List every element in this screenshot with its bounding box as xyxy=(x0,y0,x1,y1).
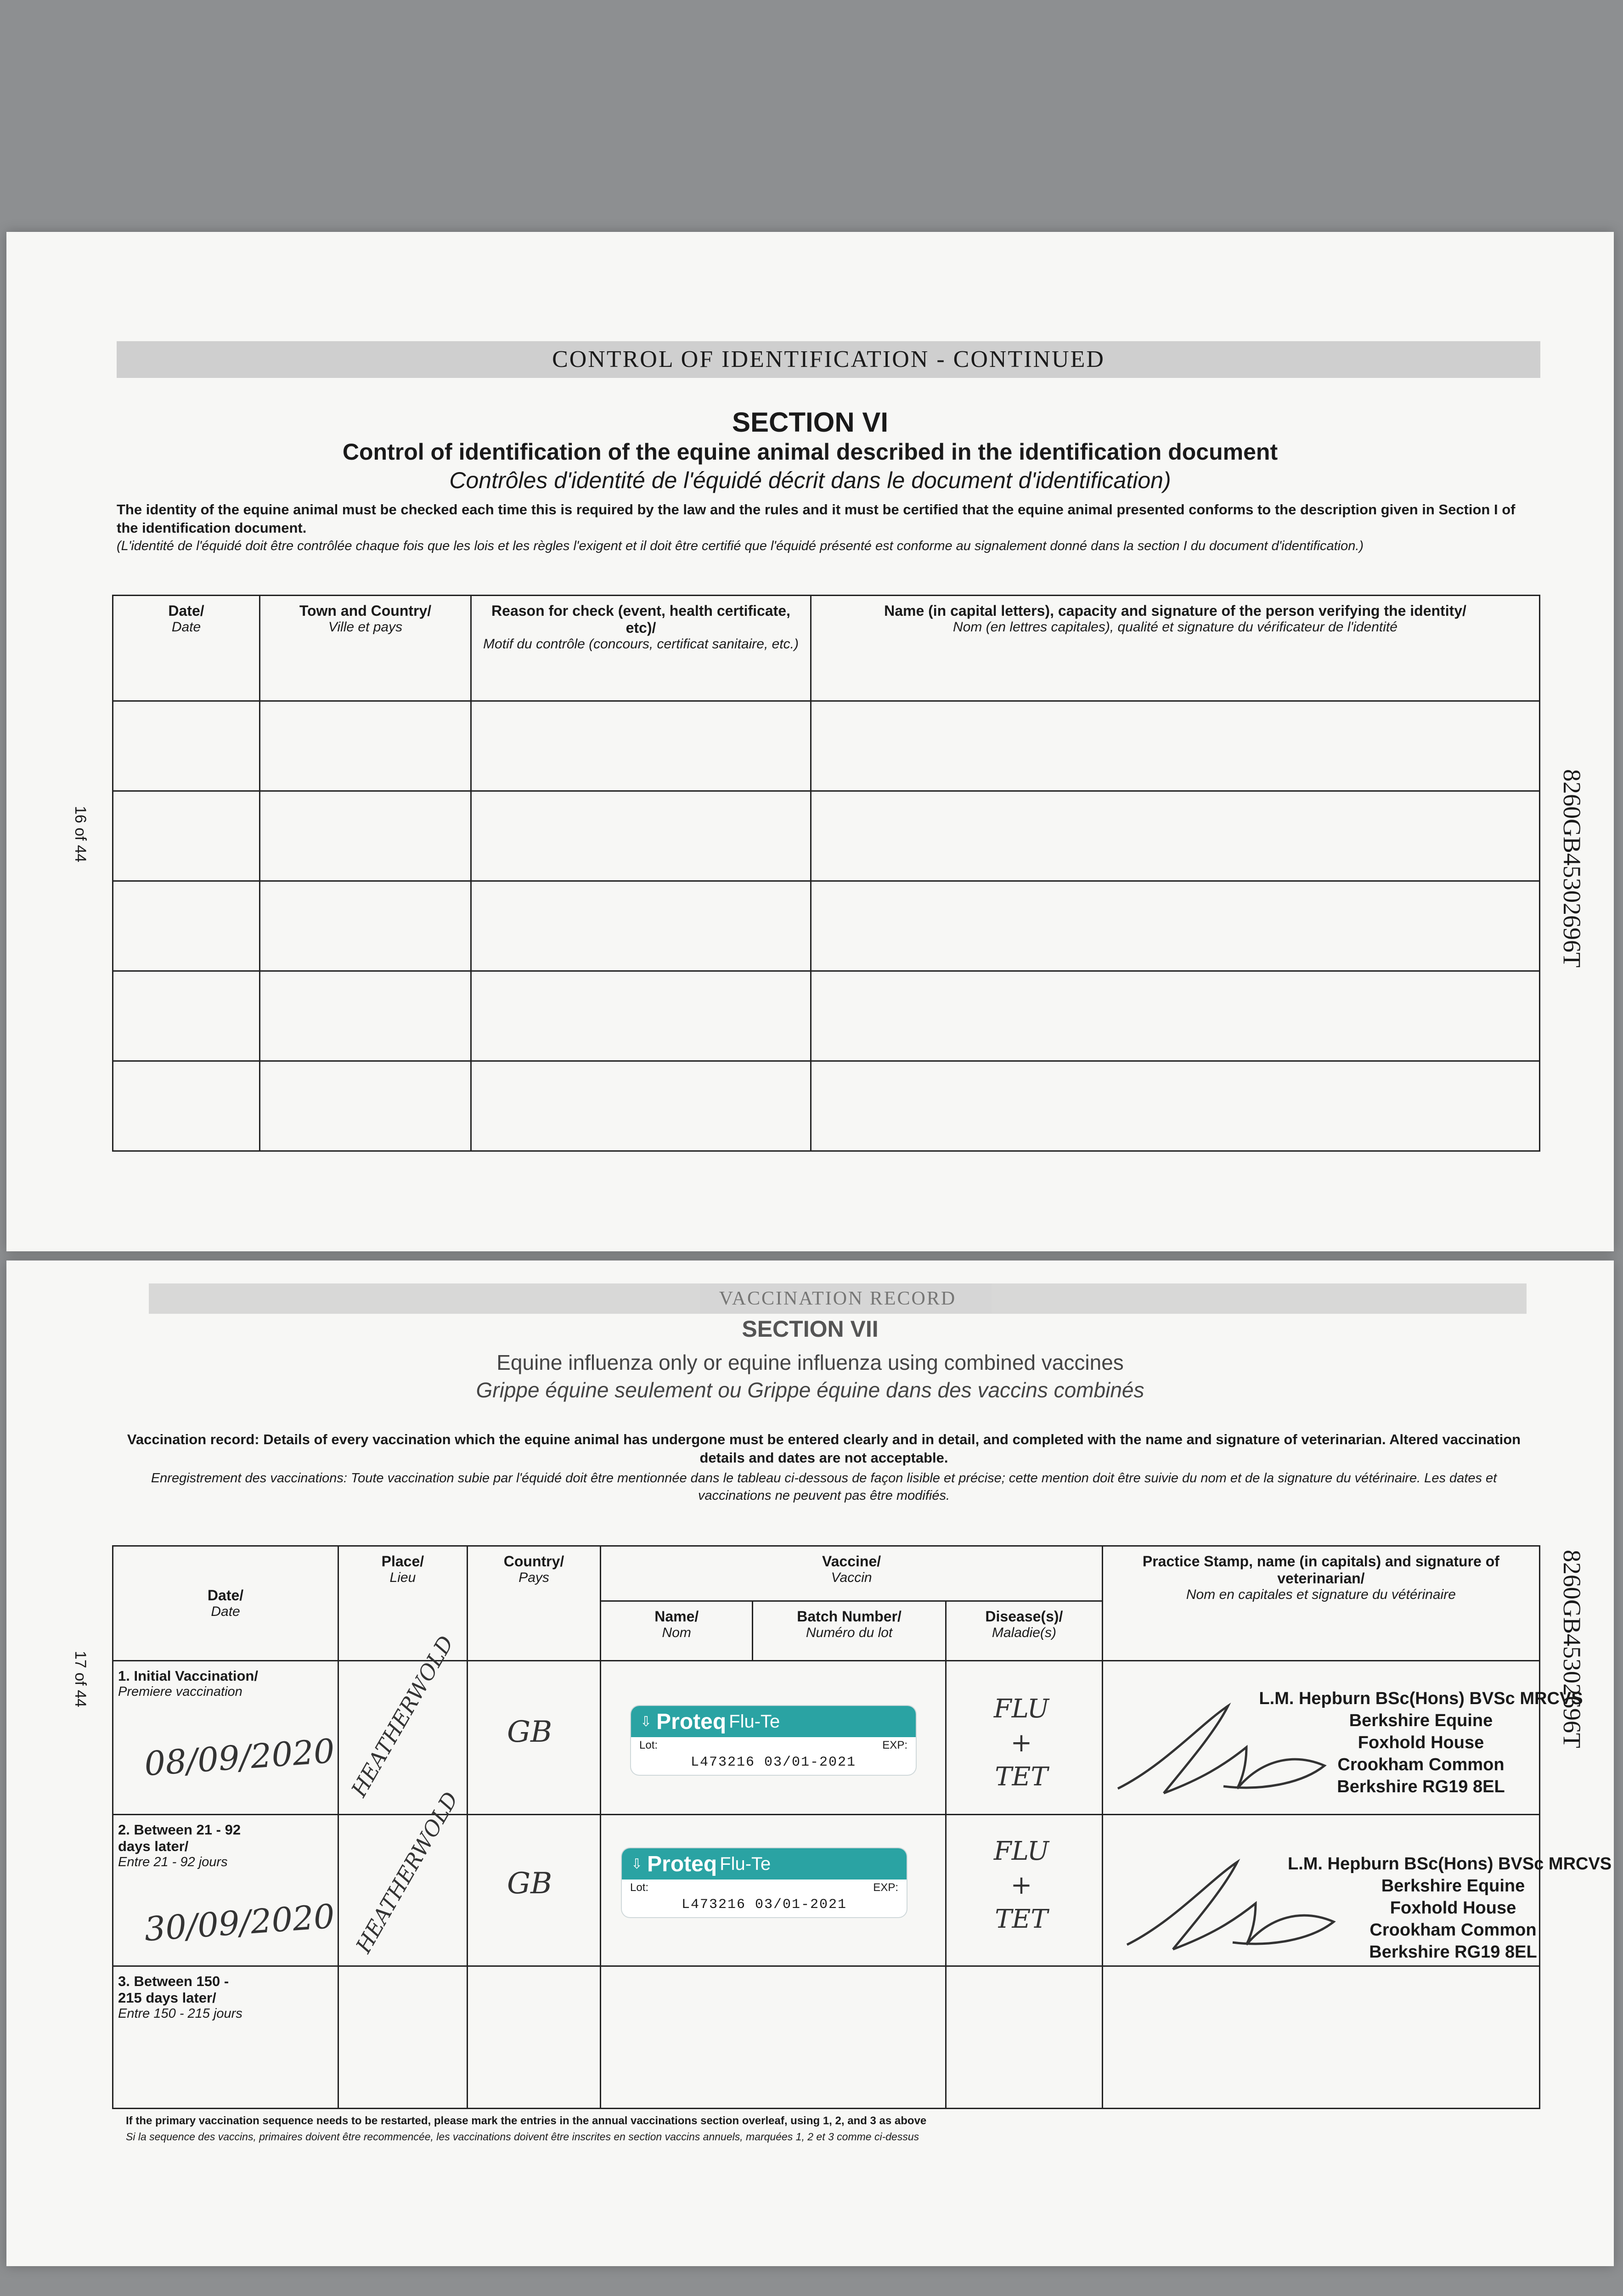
footnote-fr: Si la sequence des vaccins, primaires doivent être recommencée, les vaccinations doivent être inscrites en section vaccins annuels, marquées 1, 2 et 3 comme ci-dessus xyxy=(126,2131,919,2143)
stamp-line: L.M. Hepburn BSc(Hons) BVSc MRCVS xyxy=(1259,1689,1583,1708)
disease-line: + xyxy=(1010,1870,1032,1900)
stamp-line: Berkshire Equine xyxy=(1349,1711,1493,1730)
document-id: 8260GB45302696T xyxy=(1558,769,1586,968)
cell[interactable] xyxy=(260,791,471,881)
stamp-line: Berkshire RG19 8EL xyxy=(1337,1777,1505,1796)
col-date: Date/ xyxy=(207,1587,244,1604)
row-label-fr: Premiere vaccination xyxy=(118,1684,242,1699)
lot-label: Lot: xyxy=(630,1881,649,1894)
page-17 xyxy=(6,1261,1614,2266)
page-number: 16 of 44 xyxy=(72,806,89,862)
title-fr: Contrôles d'identité de l'équidé décrit dans le document d'identification) xyxy=(449,467,1171,493)
page-16 xyxy=(6,232,1614,1251)
record-en-label: Vaccination record: xyxy=(127,1431,259,1447)
stamp-line: Foxhold House xyxy=(1358,1733,1484,1752)
cell[interactable] xyxy=(113,971,260,1061)
cell[interactable] xyxy=(260,971,471,1061)
col-country: Country/ xyxy=(503,1553,564,1570)
cell[interactable] xyxy=(471,971,811,1061)
cell[interactable] xyxy=(113,1061,260,1151)
disease-line: TET xyxy=(995,1762,1048,1792)
col-date-fr: Date xyxy=(211,1604,240,1619)
record-en xyxy=(121,1430,1527,1467)
page-number: 17 of 44 xyxy=(72,1651,89,1707)
stamp-line: Berkshire Equine xyxy=(1381,1876,1525,1896)
cell[interactable] xyxy=(260,1061,471,1151)
lot-label: Lot: xyxy=(639,1739,658,1751)
handwritten-date-1: 08/09/2020 xyxy=(143,1731,336,1784)
cell-date[interactable] xyxy=(113,1966,338,2109)
cell-stamp[interactable] xyxy=(1102,1966,1539,2109)
vaccination-row-3 xyxy=(113,1966,1540,2109)
record-fr: Enregistrement des vaccinations: Toute vaccination subie par l'équidé doit être mentionnée dans le tableau ci-dessous de façon lisible et précise; cette mention doit être suivie du nom et de la signature du vétérinaire. Les dates et vaccinations ne peuvent pas être modifiés. xyxy=(151,1471,1497,1503)
handwritten-country-2: GB xyxy=(507,1867,552,1901)
col-place: Place/ xyxy=(381,1553,424,1570)
disease-line: FLU xyxy=(993,1694,1049,1724)
cell[interactable] xyxy=(113,701,260,791)
table-row xyxy=(113,791,1540,881)
banner-text: VACCINATION RECORD xyxy=(719,1288,957,1309)
cell[interactable] xyxy=(471,791,811,881)
col-disease: Disease(s)/ xyxy=(985,1608,1063,1625)
col-date: Date/ xyxy=(168,602,204,619)
col-batch: Batch Number/ xyxy=(797,1608,902,1625)
lot-value: L473216 03/01-2021 xyxy=(681,1897,847,1913)
vaccine-brand: Proteq xyxy=(647,1851,717,1876)
sticker-arrow-icon: ⇩ xyxy=(631,1856,643,1872)
stamp-line: Berkshire RG19 8EL xyxy=(1369,1942,1537,1962)
cell[interactable] xyxy=(471,701,811,791)
section-title: SECTION VI xyxy=(732,407,889,438)
col-reason: Reason for check (event, health certificate, etc)/ xyxy=(491,602,790,636)
table-row xyxy=(113,971,1540,1061)
vaccine-sticker-1 xyxy=(631,1706,916,1775)
disease-line: TET xyxy=(995,1904,1048,1934)
col-verifier: Name (in capital letters), capacity and signature of the person verifying the identity/ xyxy=(884,602,1466,619)
title-fr: Grippe équine seulement ou Grippe équine dans des vaccins combinés xyxy=(476,1378,1144,1402)
section-banner xyxy=(117,341,1540,378)
cell-place[interactable] xyxy=(338,1966,468,2109)
identity-check-table xyxy=(112,595,1540,1152)
cell[interactable] xyxy=(811,791,1540,881)
cell-country[interactable] xyxy=(467,1966,601,2109)
col-town-fr: Ville et pays xyxy=(328,619,403,635)
handwritten-place-2: HEATHERWOLD xyxy=(351,1788,463,1957)
vaccine-suffix: Flu-Te xyxy=(720,1853,771,1874)
cell-vaccine[interactable] xyxy=(601,1966,946,2109)
row-label-fr: Entre 150 - 215 jours xyxy=(118,2006,242,2021)
title-en: Equine influenza only or equine influenza using combined vaccines xyxy=(496,1351,1124,1374)
vaccination-table xyxy=(112,1545,1540,2109)
record-en-text: Details of every vaccination which the equine animal has undergone must be entered clearly and in detail, and completed with the name and signature of veterinarian. Altered vaccination details and dates are not acceptable. xyxy=(263,1431,1521,1466)
col-batch-fr: Numéro du lot xyxy=(806,1625,893,1640)
col-vaccine-name-fr: Nom xyxy=(662,1625,691,1640)
row-label-fr: Entre 21 - 92 jours xyxy=(118,1855,228,1869)
stamp-line: Foxhold House xyxy=(1390,1898,1516,1918)
cell[interactable] xyxy=(811,701,1540,791)
cell[interactable] xyxy=(811,1061,1540,1151)
stamp-line: Crookham Common xyxy=(1337,1755,1505,1774)
row-label: 2. Between 21 - 92 days later/ xyxy=(118,1822,241,1854)
lot-value: L473216 03/01-2021 xyxy=(690,1755,857,1770)
exp-label: EXP: xyxy=(882,1739,907,1751)
col-vaccine: Vaccine/ xyxy=(822,1553,881,1570)
stamp-line: L.M. Hepburn BSc(Hons) BVSc MRCVS xyxy=(1288,1854,1612,1874)
vet-stamp-2 xyxy=(1288,1853,1618,1963)
row-label: 1. Initial Vaccination/ xyxy=(118,1668,258,1684)
col-vaccine-name: Name/ xyxy=(654,1608,699,1625)
handwritten-date-2: 30/09/2020 xyxy=(143,1896,336,1949)
col-verifier-fr: Nom (en lettres capitales), qualité et signature du vérificateur de l'identité xyxy=(953,619,1398,635)
cell[interactable] xyxy=(811,971,1540,1061)
table-row xyxy=(113,1061,1540,1151)
exp-label: EXP: xyxy=(873,1881,898,1894)
col-reason-fr: Motif du contrôle (concours, certificat sanitaire, etc.) xyxy=(483,636,799,652)
col-vaccine-fr: Vaccin xyxy=(831,1570,872,1585)
cell[interactable] xyxy=(471,1061,811,1151)
cell[interactable] xyxy=(113,881,260,971)
section-banner xyxy=(149,1283,1527,1314)
disease-2 xyxy=(975,1835,1067,1936)
col-stamp-fr: Nom en capitales et signature du vétérinaire xyxy=(1186,1587,1456,1602)
vet-stamp-1 xyxy=(1233,1688,1609,1798)
cell-disease[interactable] xyxy=(946,1966,1103,2109)
cell[interactable] xyxy=(113,791,260,881)
stamp-line: Crookham Common xyxy=(1369,1920,1537,1940)
document-id: 8260GB45302696T xyxy=(1558,1550,1586,1748)
vaccine-suffix: Flu-Te xyxy=(729,1711,780,1732)
cell[interactable] xyxy=(811,881,1540,971)
col-disease-fr: Maladie(s) xyxy=(992,1625,1056,1640)
vaccine-sticker-2 xyxy=(622,1848,907,1917)
footnote-en: If the primary vaccination sequence needs to be restarted, please mark the entries in the annual vaccinations section overleaf, using 1, 2, and 3 as above xyxy=(126,2115,927,2127)
cell[interactable] xyxy=(471,881,811,971)
col-stamp: Practice Stamp, name (in capitals) and signature of veterinarian/ xyxy=(1142,1553,1499,1587)
row-label: 3. Between 150 - 215 days later/ xyxy=(118,1973,229,2006)
handwritten-country-1: GB xyxy=(507,1715,552,1749)
disease-line: + xyxy=(1010,1728,1032,1758)
handwritten-place-1: HEATHERWOLD xyxy=(346,1632,459,1801)
intro-en: The identity of the equine animal must be checked each time this is required by the law and the rules and it must be certified that the equine animal presented conforms to the description given in Section I of the identification document. xyxy=(117,501,1516,536)
table-row xyxy=(113,701,1540,791)
disease-1 xyxy=(975,1692,1067,1794)
col-country-fr: Pays xyxy=(518,1570,549,1585)
cell[interactable] xyxy=(260,701,471,791)
col-place-fr: Lieu xyxy=(389,1570,416,1585)
table-row xyxy=(113,881,1540,971)
banner-text: CONTROL OF IDENTIFICATION - CONTINUED xyxy=(552,346,1105,372)
vaccine-brand: Proteq xyxy=(656,1709,727,1734)
intro-fr: (L'identité de l'équidé doit être contrôlée chaque fois que les lois et les règles l'exigent et il doit être certifié que l'équidé présenté est conforme au signalement donné dans la section I du document d'identification.) xyxy=(117,539,1364,553)
disease-line: FLU xyxy=(993,1836,1049,1866)
title-en: Control of identification of the equine animal described in the identification document xyxy=(342,439,1278,465)
section-title: SECTION VII xyxy=(742,1316,879,1342)
sticker-arrow-icon: ⇩ xyxy=(640,1714,652,1729)
col-date-fr: Date xyxy=(171,619,201,635)
cell[interactable] xyxy=(260,881,471,971)
col-town: Town and Country/ xyxy=(299,602,432,619)
